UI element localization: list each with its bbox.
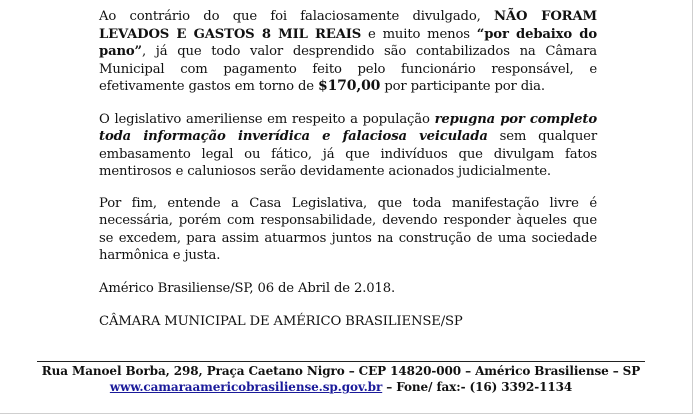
paragraph-3: Por fim, entende a Casa Legislativa, que toda manifestação livre é necessária, porém com responsabilidade, devendo responder àqueles que se excedem, para assim atuarmos juntos na construção de uma sociedade harmônica e justa. (99, 195, 597, 263)
p1-text-3: , já que todo valor desprendido são contabilizados na Câmara Municipal com pagamento feito pelo funcionário responsável, e efetivamente gastos em torno de (99, 44, 597, 94)
website-link[interactable]: www.camaraamericobrasiliense.sp.gov.br (109, 380, 383, 394)
footer-phone: – Fone/ fax:- (16) 3392-1134 (382, 380, 573, 394)
p1-text-2: e muito menos (361, 26, 477, 42)
footer-divider (37, 361, 645, 362)
p2-text-1: O legislativo ameriliense em respeito a população (99, 111, 435, 127)
p1-bold-statement: NÃO FORAM LEVADOS E GASTOS 8 MIL REAIS (99, 9, 598, 42)
paragraph-1 (99, 8, 597, 96)
p1-text-4: por participante por dia. (380, 79, 545, 94)
p1-text-1: Ao contrário do que foi falaciosamente divulgado, (99, 9, 495, 24)
date-line: Américo Brasiliense/SP, 06 de Abril de 2.018. (99, 280, 396, 296)
signature: CÂMARA MUNICIPAL DE AMÉRICO BRASILIENSE/SP (99, 314, 463, 329)
document-body (99, 8, 597, 331)
p2-text-2: sem qualquer embasamento legal ou fático, já que indivíduos que divulgam fatos mentirosos e caluniosos serão devidamente acionados judicialmente. (99, 129, 597, 179)
p1-bold-quote: “por debaixo do pano” (99, 26, 598, 59)
p1-amount: $170,00 (318, 78, 381, 94)
footer-address: Rua Manoel Borba, 298, Praça Caetano Nigro – CEP 14820-000 – Américo Brasiliense – SP (41, 364, 641, 378)
p2-emphasis: repugna por completo toda informação inverídica e falaciosa veiculada (99, 111, 597, 144)
footer (37, 363, 645, 395)
footer-contact (37, 379, 645, 395)
paragraph-2 (99, 111, 597, 181)
